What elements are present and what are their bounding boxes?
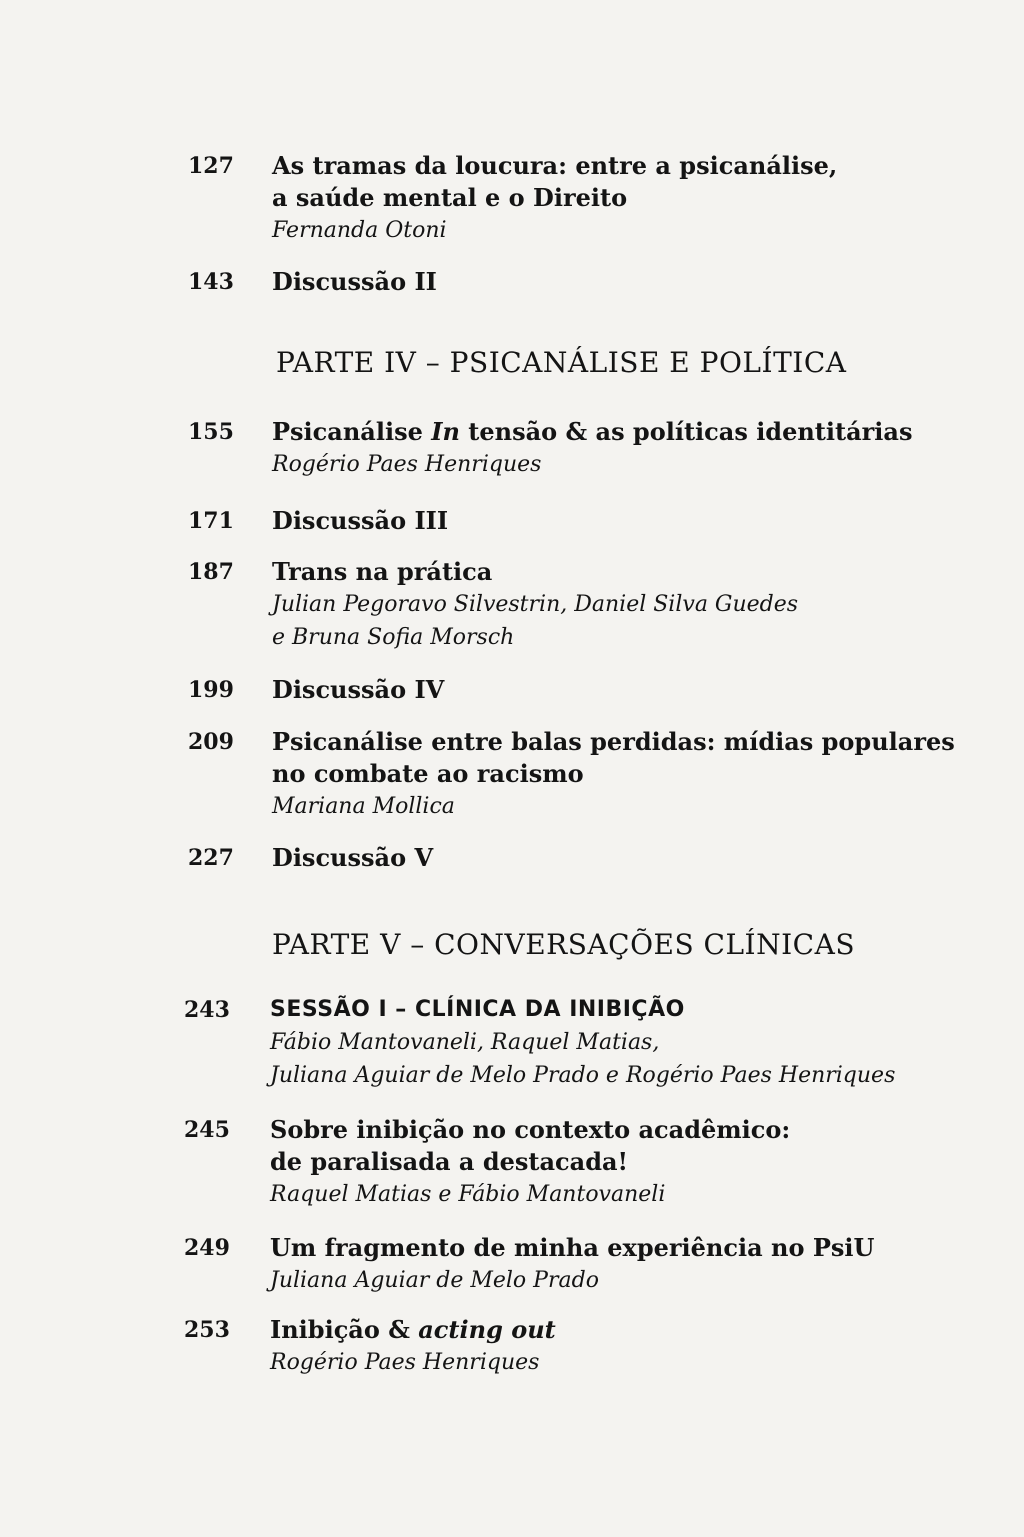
chapter-title: Um fragmento de minha experiência no PsiU xyxy=(270,1233,875,1262)
chapter-author: e Bruna Sofia Morsch xyxy=(272,625,515,650)
chapter-author: Julian Pegoravo Silvestrin, Daniel Silva Guedes xyxy=(272,592,799,617)
part-heading: PARTE IV – PSICANÁLISE E POLÍTICA xyxy=(276,346,847,379)
page-number: 245 xyxy=(184,1117,230,1143)
chapter-title: Sobre inibição no contexto acadêmico: xyxy=(270,1115,791,1144)
chapter-title: As tramas da loucura: entre a psicanálise, xyxy=(272,151,838,180)
chapter-author: Raquel Matias e Fábio Mantovaneli xyxy=(270,1182,666,1207)
chapter-title: Trans na prática xyxy=(272,557,493,586)
chapter-title: Inibição & acting out xyxy=(270,1315,556,1344)
chapter-author: Mariana Mollica xyxy=(272,794,455,819)
chapter-title: Discussão IV xyxy=(272,675,445,704)
page-number: 155 xyxy=(188,419,234,445)
page-number: 143 xyxy=(188,269,234,295)
page-number: 199 xyxy=(188,677,234,703)
part-heading: PARTE V – CONVERSAÇÕES CLÍNICAS xyxy=(272,928,856,961)
chapter-title: Discussão III xyxy=(272,506,449,535)
session-title: SESSÃO I – CLÍNICA DA INIBIÇÃO xyxy=(270,997,685,1022)
page-number: 253 xyxy=(184,1317,230,1343)
chapter-author: Rogério Paes Henriques xyxy=(272,452,542,477)
chapter-title: Discussão II xyxy=(272,267,437,296)
page-number: 127 xyxy=(188,153,234,179)
page-number: 171 xyxy=(188,508,234,534)
chapter-title: de paralisada a destacada! xyxy=(270,1147,629,1176)
page-number: 187 xyxy=(188,559,234,585)
chapter-author: Juliana Aguiar de Melo Prado xyxy=(270,1268,599,1293)
page-number: 243 xyxy=(184,997,230,1023)
chapter-author: Juliana Aguiar de Melo Prado e Rogério Paes Henriques xyxy=(270,1063,896,1088)
chapter-title: a saúde mental e o Direito xyxy=(272,183,628,212)
chapter-title: Psicanálise In tensão & as políticas identitárias xyxy=(272,417,913,446)
page-number: 249 xyxy=(184,1235,230,1261)
chapter-author: Fernanda Otoni xyxy=(272,218,447,243)
chapter-title: Discussão V xyxy=(272,843,434,872)
chapter-author: Rogério Paes Henriques xyxy=(270,1350,540,1375)
chapter-title: no combate ao racismo xyxy=(272,759,584,788)
page-number: 209 xyxy=(188,729,234,755)
chapter-title: Psicanálise entre balas perdidas: mídias populares xyxy=(272,727,955,756)
page-number: 227 xyxy=(188,845,234,871)
chapter-author: Fábio Mantovaneli, Raquel Matias, xyxy=(270,1030,660,1055)
